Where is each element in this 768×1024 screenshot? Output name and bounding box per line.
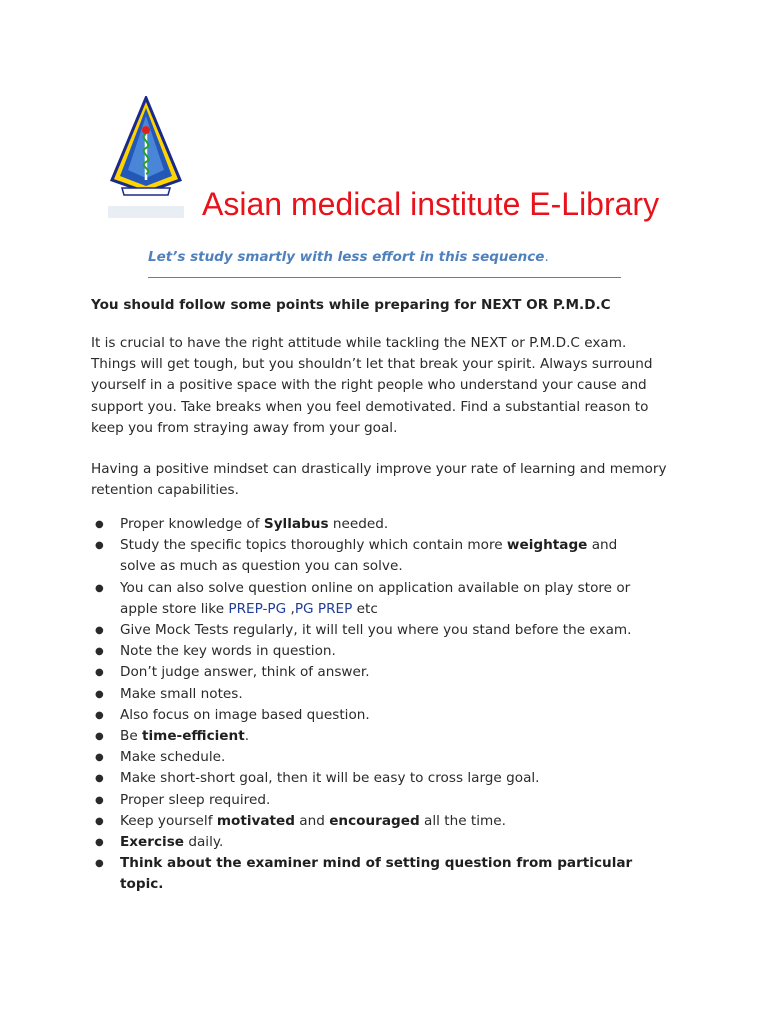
list-item: ● Also focus on image based question.: [91, 705, 632, 726]
bullet-icon: ●: [95, 519, 104, 530]
paragraph-line: It is crucial to have the right attitude while tackling the NEXT or P.M.D.C exam.: [91, 335, 627, 351]
prep-pg-link[interactable]: PREP-PG: [228, 600, 287, 617]
bullet-icon: ●: [95, 688, 104, 700]
bullet-icon: ●: [95, 709, 104, 721]
list-item: ● Make schedule.: [91, 747, 632, 768]
pg-prep-link[interactable]: PG PREP: [294, 600, 353, 617]
list-item: ● Note the key words in question.: [91, 641, 632, 662]
paragraph-mindset: [91, 459, 691, 501]
tips-list: [91, 514, 632, 896]
list-item: ● Exercise daily.: [91, 832, 632, 853]
bullet-icon: ●: [95, 837, 104, 849]
list-item: ● Don’t judge answer, think of answer.: [91, 662, 632, 683]
paragraph-line: yourself in a positive space with the right people who understand your cause and: [91, 377, 647, 394]
paragraph-line: retention capabilities.: [91, 482, 239, 499]
bullet-icon: ●: [95, 752, 104, 764]
list-item: ● Study the specific topics thoroughly which contain more weightage and solve as much as question you can solve.: [95, 537, 618, 575]
subtitle: [148, 249, 549, 265]
bullet-icon: ●: [95, 540, 104, 552]
bullet-icon: ●: [95, 646, 104, 658]
paragraph-line: Having a positive mindset can drastically improve your rate of learning and memory: [91, 461, 667, 477]
list-item: ● Give Mock Tests regularly, it will tell you where you stand before the exam.: [91, 620, 632, 641]
bullet-icon: ●: [95, 773, 104, 785]
list-item: ● Make small notes.: [91, 684, 632, 705]
paragraph-attitude: [91, 333, 691, 439]
list-item: ● Think about the examiner mind of setting question from particular topic.: [95, 855, 633, 893]
bullet-icon: ●: [95, 815, 104, 827]
page-title: Asian medical institute E-Library: [202, 186, 660, 222]
bullet-icon: ●: [95, 858, 104, 870]
bullet-icon: ●: [95, 582, 104, 594]
list-item: ● Be time-efficient.: [91, 726, 632, 747]
list-item: ● Proper knowledge of Syllabus needed.: [91, 514, 632, 535]
bullet-icon: ●: [95, 794, 104, 806]
medical-emblem-icon: [108, 96, 184, 218]
subtitle-period: .: [544, 249, 549, 265]
subtitle-text: Let’s study smartly with less effort in this sequence: [148, 249, 545, 265]
list-item: ● Make short-short goal, then it will be easy to cross large goal.: [91, 768, 632, 789]
section-heading: You should follow some points while preparing for NEXT OR P.M.D.C: [91, 297, 611, 313]
list-item: ● Keep yourself motivated and encouraged all the time.: [91, 811, 632, 832]
subtitle-underline: [148, 277, 621, 278]
paragraph-line: Things will get tough, but you shouldn’t let that break your spirit. Always surround: [91, 356, 653, 373]
list-item: ● You can also solve question online on application available on play store or apple store like PREP-PG ,PG PREP etc: [95, 579, 631, 617]
list-item: ● Proper sleep required.: [91, 790, 632, 811]
bullet-icon: ●: [95, 667, 104, 679]
bullet-icon: ●: [95, 731, 104, 743]
paragraph-line: keep you from straying away from your goal.: [91, 419, 398, 436]
paragraph-line: support you. Take breaks when you feel demotivated. Find a substantial reason to: [91, 398, 649, 415]
bullet-icon: ●: [95, 625, 104, 637]
